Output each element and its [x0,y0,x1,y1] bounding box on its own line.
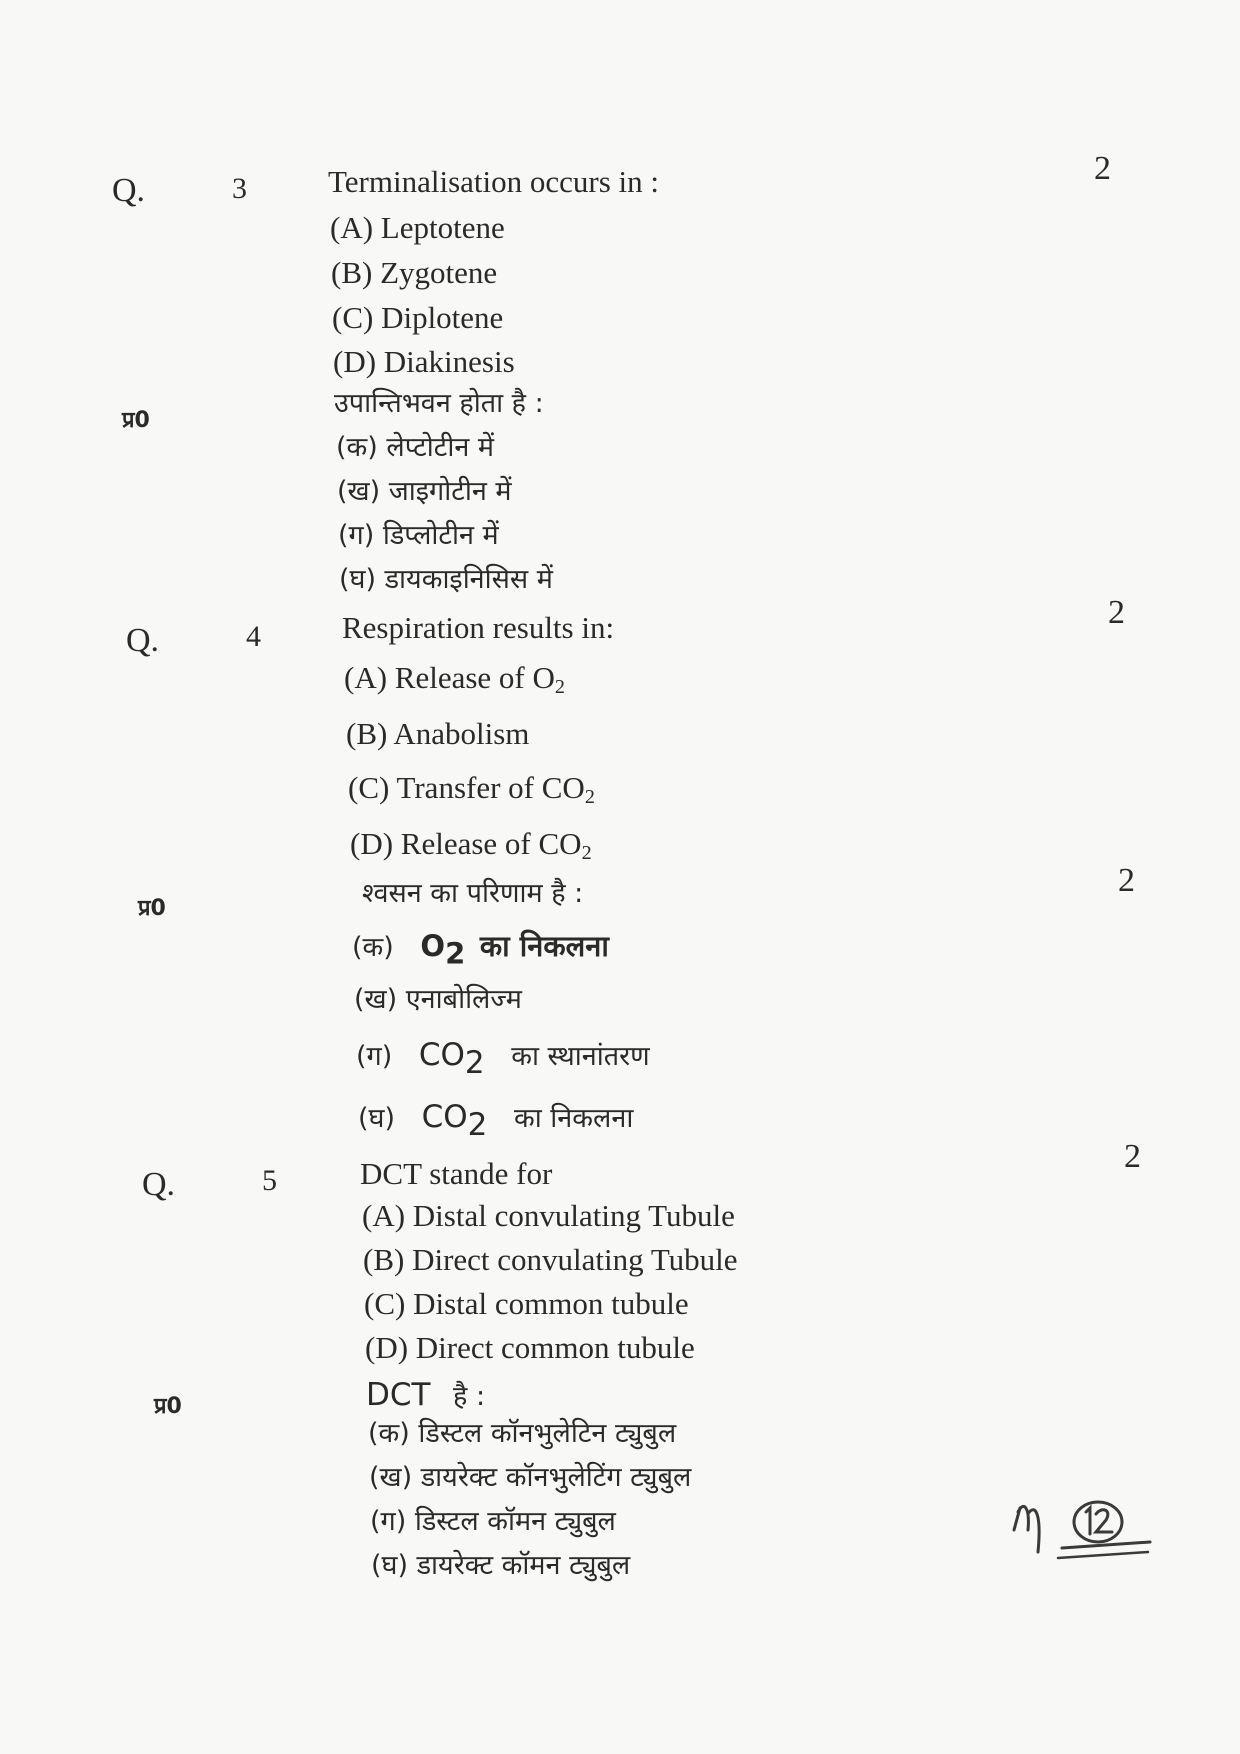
q5-option-kha-hi: (ख) डायरेक्ट कॉनभुलेटिंग ट्युबुल [369,1462,692,1493]
q3-option-d-en: (D) Diakinesis [333,344,515,379]
q4-hindi-marks: 2 [1118,862,1135,899]
q4-question-en: Respiration results in: [342,610,615,645]
q3-option-a-en: (A) Leptotene [330,210,505,245]
q5-option-d-en: (D) Direct common tubule [365,1330,695,1365]
q5-option-b-en: (B) Direct convulating Tubule [363,1242,738,1277]
q3-option-gha-hi: (घ) डायकाइनिसिस में [339,564,553,595]
q3-option-ga-hi: (ग) डिप्लोटीन में [338,520,499,551]
q4-label: Q. [126,622,160,659]
q3-question-hi: उपान्तिभवन होता है : [334,388,544,419]
q4-option-ka-hi: (क) $O_2$ का निकलना [352,929,609,971]
q3-option-c-en: (C) Diplotene [332,300,504,335]
q5-hindi-label: प्र0 [154,1394,182,1419]
q4-option-gha-hi: (घ) $CO_2$ का निकलना [358,1099,634,1143]
q5-option-ka-hi: (क) डिस्टल कॉनभुलेटिन ट्युबुल [368,1418,677,1449]
q4-number: 4 [246,620,261,653]
q3-option-b-en: (B) Zygotene [331,255,498,290]
q3-marks: 2 [1094,150,1111,187]
q4-option-d-en: (D) Release of $CO_2$ [350,826,592,865]
q5-marks: 2 [1124,1138,1141,1175]
q4-option-b-en: (B) Anabolism [346,716,530,751]
q3-hindi-label: प्र0 [122,408,150,433]
q5-question-en: DCT stande for [360,1156,553,1191]
q5-label: Q. [142,1166,176,1203]
q5-option-a-en: (A) Distal convulating Tubule [362,1198,735,1233]
q5-number: 5 [262,1164,277,1197]
q4-hindi-label: प्र0 [138,896,166,921]
q4-option-kha-hi: (ख) एनाबोलिज्म [354,984,522,1015]
q4-option-ga-hi: (ग) $CO_2$ का स्थानांतरण [356,1037,650,1081]
q3-number: 3 [232,172,247,205]
handwritten-note-icon [1000,1490,1160,1580]
q3-option-kha-hi: (ख) जाइगोटीन में [337,476,512,507]
q5-option-c-en: (C) Distal common tubule [364,1286,689,1321]
q3-label: Q. [112,172,146,209]
q4-option-c-en: (C) Transfer of $CO_2$ [348,770,595,809]
q3-question-en: Terminalisation occurs in : [328,164,659,199]
q4-question-hi: श्वसन का परिणाम है : [362,878,584,909]
q5-question-hi: DCT है : [366,1377,486,1413]
q5-option-ga-hi: (ग) डिस्टल कॉमन ट्युबुल [370,1506,616,1537]
q4-marks: 2 [1108,594,1125,631]
q3-option-ka-hi: (क) लेप्टोटीन में [336,432,495,463]
q4-option-a-en: (A) Release of $O_2$ [344,660,565,699]
q5-option-gha-hi: (घ) डायरेक्ट कॉमन ट्युबुल [371,1550,631,1581]
